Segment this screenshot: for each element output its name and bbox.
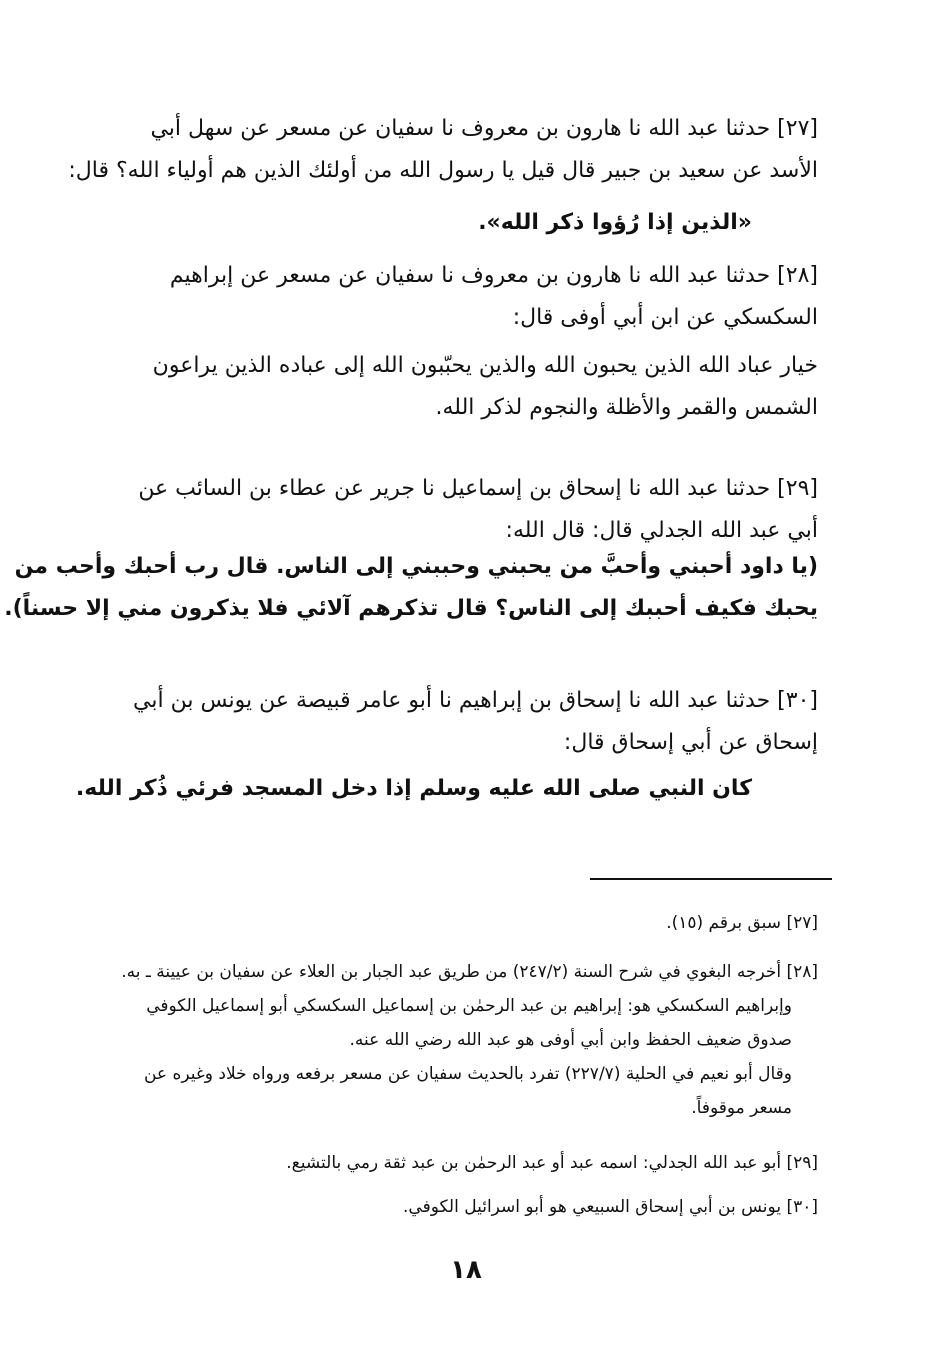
text-line: [٢٧] سبق برقم (١٥).	[666, 913, 818, 933]
text-line: الشمس والقمر والأظلة والنجوم لذكر الله.	[435, 395, 818, 420]
text-line: وإبراهيم السكسكي هو: إبراهيم بن عبد الرحمٰن بن إسماعيل السكسكي أبو إسماعيل الكوفي	[146, 996, 792, 1016]
text-line: (يا داود أحبني وأحبَّ من يحبني وحببني إلى الناس. قال رب أحبك وأحب من	[14, 554, 818, 579]
text-line: [٢٧] حدثنا عبد الله نا هارون بن معروف نا سفيان عن مسعر عن سهل أبي	[150, 116, 818, 141]
text-line: [٢٩] أبو عبد الله الجدلي: اسمه عبد أو عبد الرحمٰن بن عبد ثقة رمي بالتشيع.	[286, 1153, 818, 1173]
text-line: [٢٨] أخرجه البغوي في شرح السنة (٢٤٧/٢) من طريق عبد الجبار بن العلاء عن سفيان بن عيينة ـ به.	[121, 962, 818, 982]
text-line: الأسد عن سعيد بن جبير قال قيل يا رسول الله من أولئك الذين هم أولياء الله؟ قال:	[68, 158, 818, 183]
footnote-29	[76, 1146, 818, 1180]
text-line: يحبك فكيف أحببك إلى الناس؟ قال تذكرهم آلائي فلا يذكرون مني إلا حسناً).	[4, 596, 818, 621]
hadith-29-isnad	[76, 468, 818, 552]
footnote-separator	[590, 878, 832, 880]
page-number: ١٨	[450, 1255, 482, 1285]
text-line: [٢٩] حدثنا عبد الله نا إسحاق بن إسماعيل نا جرير عن عطاء بن السائب عن	[138, 476, 818, 501]
footnote-28-continued	[76, 989, 792, 1125]
footnote-30	[76, 1190, 818, 1224]
text-line: مسعر موقوفاً.	[691, 1098, 792, 1118]
text-line: خيار عباد الله الذين يحبون الله والذين يحبّبون الله إلى عباده الذين يراعون	[152, 353, 818, 378]
hadith-29-matn	[4, 546, 818, 630]
text-line: [٣٠] حدثنا عبد الله نا إسحاق بن إبراهيم نا أبو عامر قبيصة عن يونس بن أبي	[133, 688, 818, 713]
hadith-27-isnad	[68, 108, 818, 192]
text-line: كان النبي صلى الله عليه وسلم إذا دخل المسجد فرئي ذُكر الله.	[75, 776, 752, 801]
footnote-28	[76, 955, 818, 989]
text-line: صدوق ضعيف الحفظ وابن أبي أوفى هو عبد الله رضي الله عنه.	[349, 1030, 792, 1050]
footnote-27	[76, 906, 818, 940]
text-line: السكسكي عن ابن أبي أوفى قال:	[512, 305, 818, 330]
text-line: [٢٨] حدثنا عبد الله نا هارون بن معروف نا سفيان عن مسعر عن إبراهيم	[169, 263, 818, 288]
text-line: [٣٠] يونس بن أبي إسحاق السبيعي هو أبو اسرائيل الكوفي.	[403, 1197, 818, 1217]
text-line: وقال أبو نعيم في الحلية (٢٢٧/٧) تفرد بالحديث سفيان عن مسعر برفعه ورواه خلاد وغيره عن	[143, 1064, 792, 1084]
hadith-28-isnad	[76, 255, 818, 339]
text-line: إسحاق عن أبي إسحاق قال:	[563, 730, 818, 755]
text-line: «الذين إذا رُؤوا ذكر الله».	[478, 210, 752, 235]
hadith-27-matn	[152, 202, 752, 244]
hadith-30-isnad	[76, 680, 818, 764]
hadith-28-matn	[76, 345, 818, 429]
hadith-30-matn	[75, 768, 752, 810]
text-line: أبي عبد الله الجدلي قال: قال الله:	[505, 518, 818, 543]
